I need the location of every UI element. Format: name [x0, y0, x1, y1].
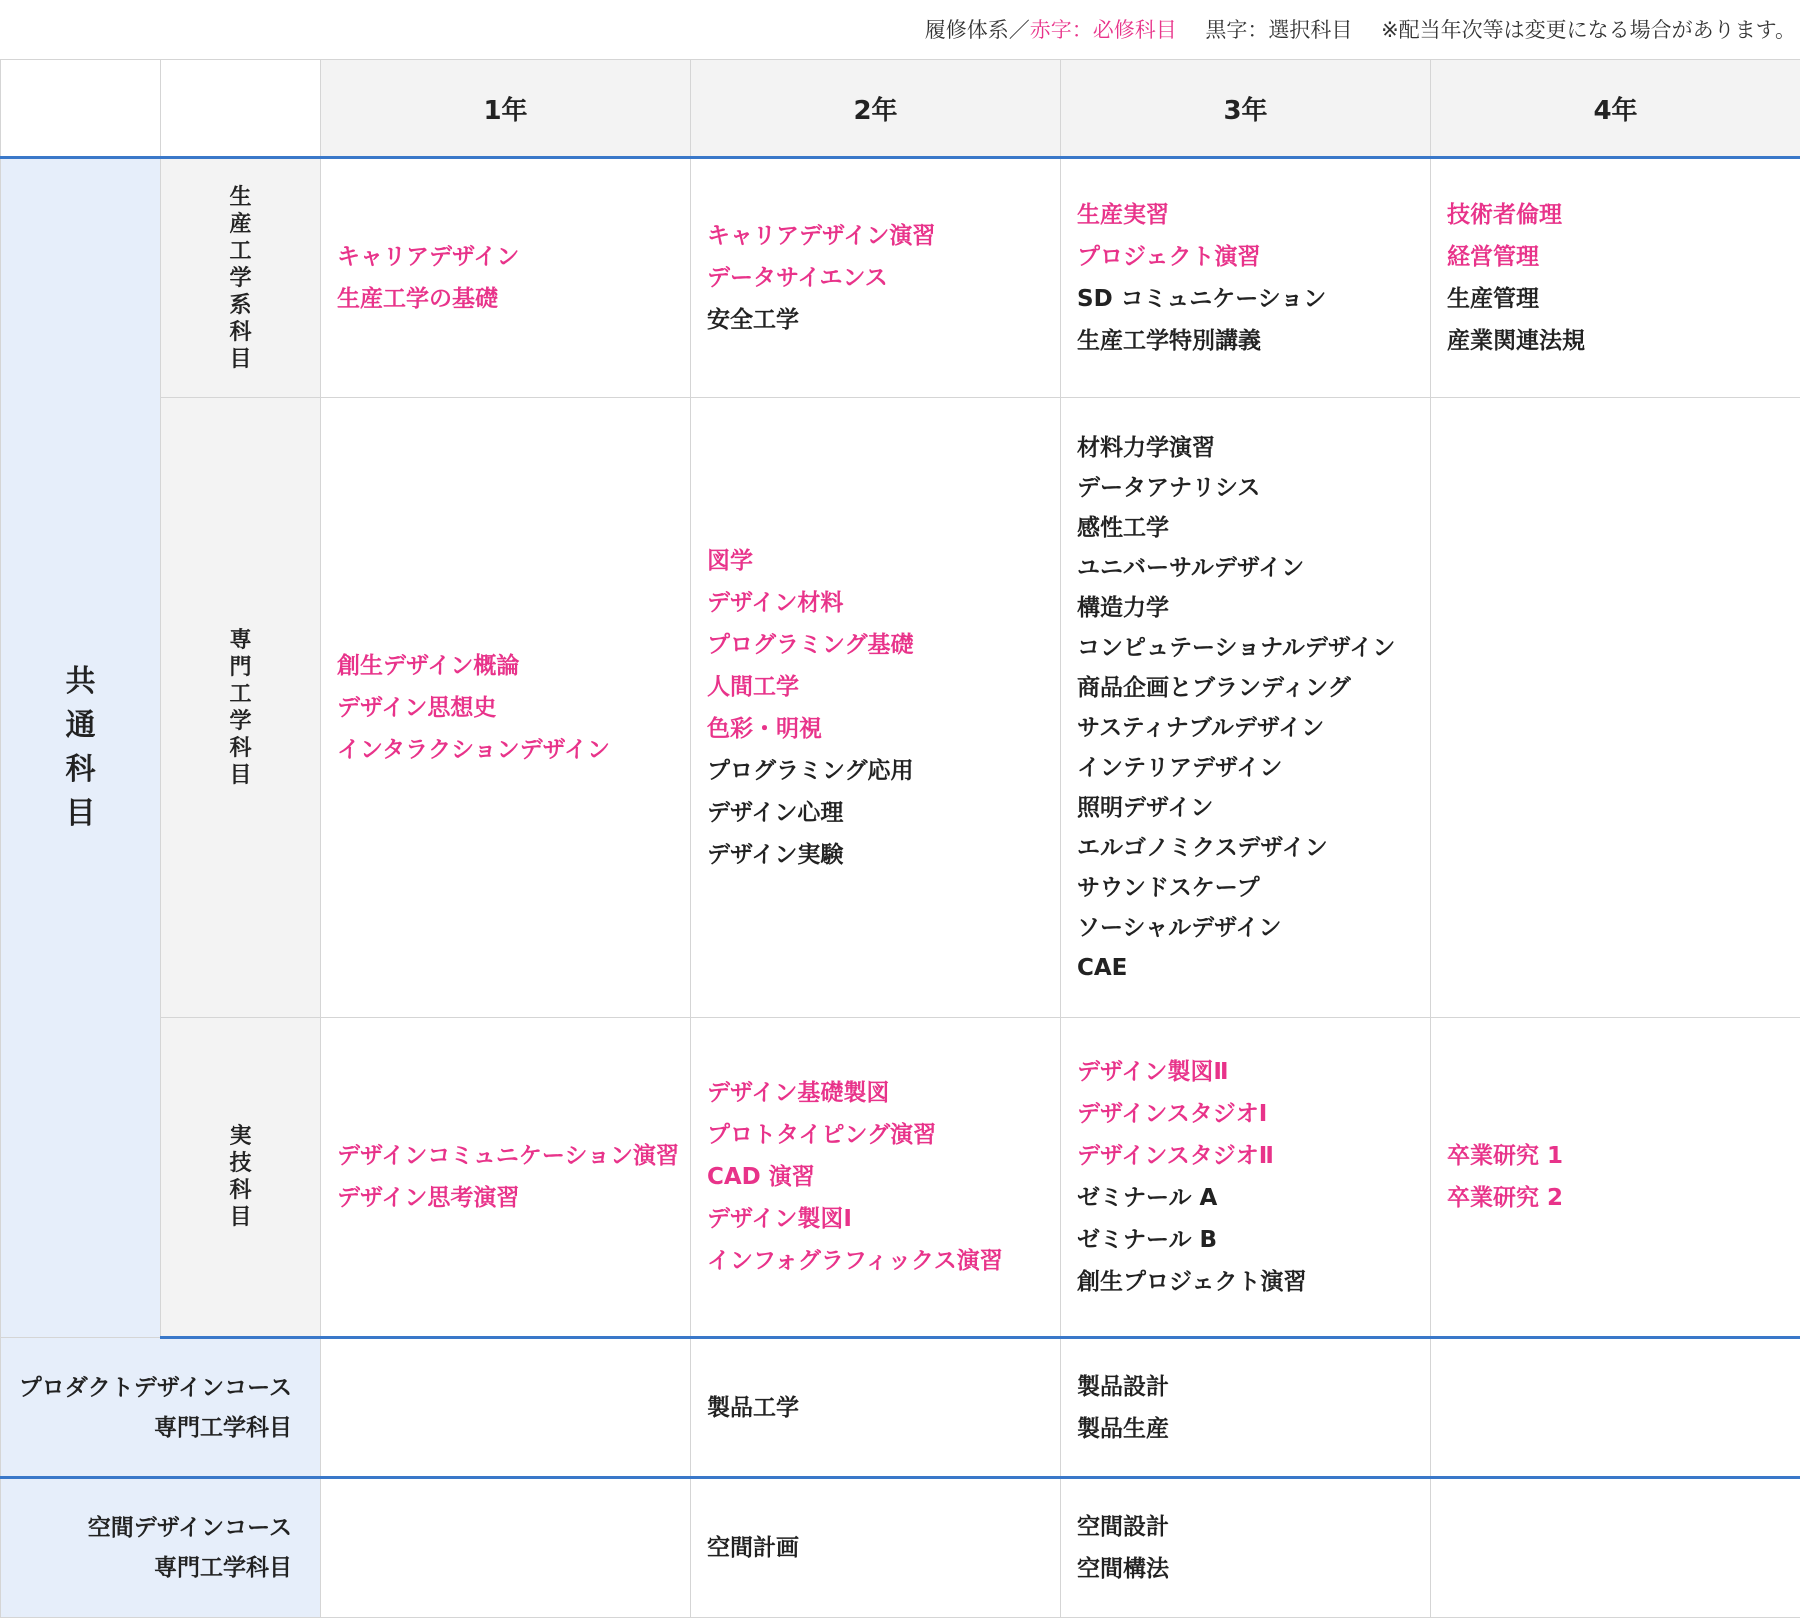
required-subject: キャリアデザイン演習 — [707, 223, 936, 249]
required-subject: CAD 演習 — [707, 1164, 815, 1190]
subject-cell — [691, 1478, 1061, 1618]
elective-subject: ソーシャルデザイン — [1077, 914, 1282, 941]
required-subject: プログラミング基礎 — [707, 631, 914, 658]
required-subject: 卒業研究 1 — [1447, 1143, 1564, 1169]
legend-note: ※配当年次等は変更になる場合があります。 — [1381, 18, 1796, 42]
required-subject: デザイン材料 — [707, 589, 844, 616]
elective-subject: サスティナブルデザイン — [1077, 714, 1325, 741]
elective-subject: 製品生産 — [1077, 1415, 1169, 1442]
elective-subject: 空間設計 — [1077, 1514, 1169, 1540]
elective-subject: デザイン実験 — [707, 841, 844, 868]
subject-cell — [1431, 398, 1800, 1018]
required-subject: デザインスタジオⅠ — [1077, 1101, 1268, 1127]
curriculum-table — [0, 59, 1800, 1618]
subject-cell — [691, 1018, 1061, 1338]
required-subject: デザイン基礎製図 — [707, 1080, 890, 1106]
course-row-product — [1, 1338, 1800, 1478]
required-subject: 色彩・明視 — [707, 715, 822, 742]
elective-subject: 製品設計 — [1077, 1373, 1169, 1400]
elective-subject: 生産管理 — [1447, 286, 1539, 312]
category-label: 専門工学科目 — [161, 398, 321, 1018]
elective-subject: CAE — [1077, 954, 1128, 981]
required-subject: デザイン製図Ⅱ — [1077, 1059, 1229, 1085]
required-subject: 創生デザイン概論 — [337, 652, 520, 679]
subject-cell — [1061, 158, 1431, 398]
elective-subject: 構造力学 — [1077, 594, 1169, 621]
required-subject: デザイン思想史 — [337, 694, 497, 721]
elective-subject: ゼミナール A — [1077, 1185, 1218, 1211]
header-blank — [161, 60, 321, 158]
table-row — [1, 1018, 1800, 1338]
elective-subject: データアナリシス — [1077, 474, 1261, 501]
elective-subject: 安全工学 — [707, 307, 799, 333]
year-header: 1年 — [321, 60, 691, 158]
required-subject: キャリアデザイン — [337, 244, 520, 270]
subject-cell — [1431, 1338, 1800, 1478]
required-subject: プロジェクト演習 — [1077, 244, 1261, 270]
required-subject: 経営管理 — [1447, 244, 1539, 270]
elective-subject: プログラミング応用 — [707, 757, 914, 784]
elective-subject: ユニバーサルデザイン — [1077, 554, 1305, 581]
elective-subject: コンピュテーショナルデザイン — [1077, 634, 1396, 661]
header-blank — [1, 60, 161, 158]
elective-subject: 空間構法 — [1077, 1556, 1169, 1582]
required-subject: 生産実習 — [1077, 202, 1169, 228]
elective-subject: ゼミナール B — [1077, 1227, 1218, 1253]
subject-cell — [321, 398, 691, 1018]
subject-cell — [321, 1338, 691, 1478]
year-header: 4年 — [1431, 60, 1800, 158]
year-header: 2年 — [691, 60, 1061, 158]
subject-cell — [1431, 158, 1800, 398]
required-subject: インフォグラフィックス演習 — [707, 1248, 1003, 1274]
subject-cell — [1061, 398, 1431, 1018]
legend-required: 赤字：必修科目 — [1029, 18, 1177, 42]
elective-subject: インテリアデザイン — [1077, 754, 1283, 781]
required-subject: プロトタイピング演習 — [707, 1122, 937, 1148]
subject-cell — [321, 1018, 691, 1338]
elective-subject: エルゴノミクスデザイン — [1077, 834, 1328, 861]
elective-subject: サウンドスケープ — [1077, 874, 1260, 901]
elective-subject: 照明デザイン — [1077, 794, 1214, 821]
required-subject: 人間工学 — [707, 673, 799, 700]
required-subject: 卒業研究 2 — [1447, 1185, 1564, 1211]
legend-system: 履修体系／ — [924, 18, 1030, 42]
subject-cell — [1431, 1018, 1800, 1338]
subject-cell — [691, 398, 1061, 1018]
elective-subject: 製品工学 — [707, 1394, 799, 1421]
course-label: プロダクトデザインコース 専門工学科目 — [1, 1338, 321, 1478]
elective-subject: 材料力学演習 — [1077, 434, 1215, 461]
course-row-space — [1, 1478, 1800, 1618]
subject-cell — [691, 1338, 1061, 1478]
table-row — [1, 158, 1800, 398]
category-label: 実技科目 — [161, 1018, 321, 1338]
legend-elective: 黒字：選択科目 — [1205, 18, 1353, 42]
required-subject: データサイエンス — [707, 265, 888, 291]
required-subject: 図学 — [707, 547, 753, 574]
elective-subject: 産業関連法規 — [1447, 328, 1585, 354]
required-subject: インタラクションデザイン — [337, 736, 611, 763]
required-subject: デザイン製図Ⅰ — [707, 1206, 852, 1232]
elective-subject: 商品企画とブランディング — [1077, 674, 1351, 701]
elective-subject: 創生プロジェクト演習 — [1077, 1269, 1307, 1295]
subject-cell — [1061, 1018, 1431, 1338]
required-subject: デザイン思考演習 — [337, 1185, 520, 1211]
elective-subject: 感性工学 — [1077, 514, 1169, 541]
required-subject: 生産工学の基礎 — [337, 286, 498, 312]
subject-cell — [1061, 1478, 1431, 1618]
header-row — [1, 60, 1800, 158]
course-label: 空間デザインコース 専門工学科目 — [1, 1478, 321, 1618]
subject-cell — [321, 158, 691, 398]
subject-cell — [321, 1478, 691, 1618]
subject-cell — [691, 158, 1061, 398]
required-subject: デザインスタジオⅡ — [1077, 1143, 1274, 1169]
legend — [0, 14, 1800, 44]
required-subject: デザインコミュニケーション演習 — [337, 1143, 680, 1169]
common-subjects-label: 共通科目 — [1, 158, 161, 1338]
subject-cell — [1431, 1478, 1800, 1618]
year-header: 3年 — [1061, 60, 1431, 158]
elective-subject: 空間計画 — [707, 1535, 799, 1561]
elective-subject: 生産工学特別講義 — [1077, 328, 1261, 354]
elective-subject: SD コミュニケーション — [1077, 286, 1327, 312]
required-subject: 技術者倫理 — [1447, 202, 1562, 228]
table-row — [1, 398, 1800, 1018]
elective-subject: デザイン心理 — [707, 799, 844, 826]
category-label: 生産工学系科目 — [161, 158, 321, 398]
subject-cell — [1061, 1338, 1431, 1478]
